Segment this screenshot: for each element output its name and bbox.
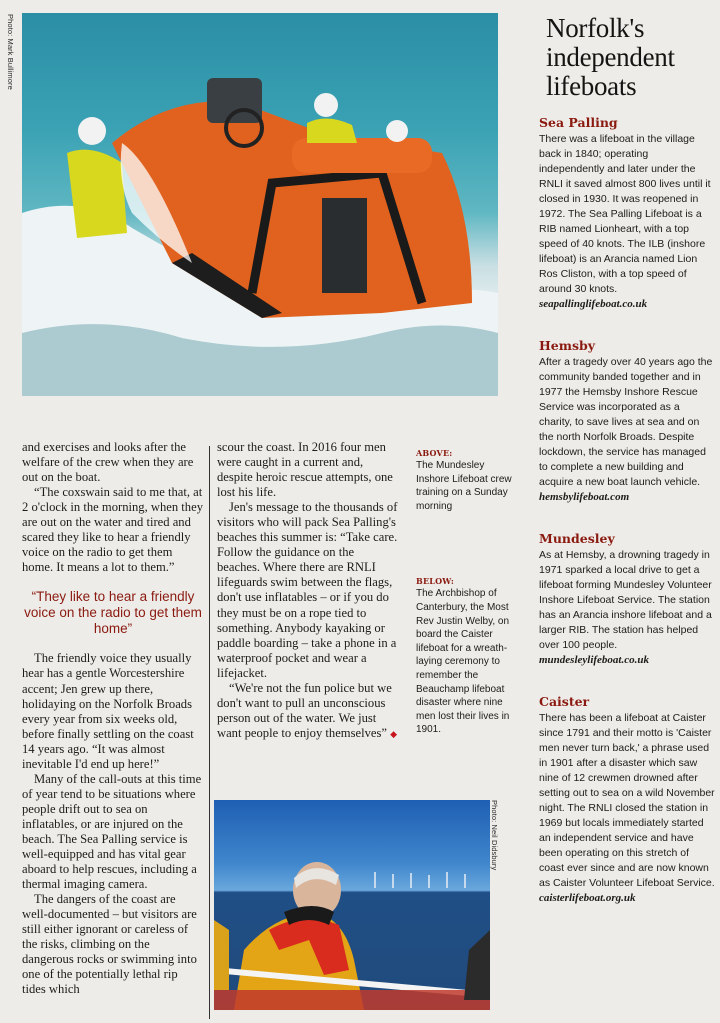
photo-lifeboat-icon: [22, 13, 498, 396]
article-column-2: [217, 440, 399, 742]
section-link[interactable]: caisterlifeboat.org.uk: [539, 892, 636, 904]
section-body: There has been a lifeboat at Caister since 1791 and their motto is 'Caister men never turn back,' a phrase used in 1901 after a disaster which saw nine of 12 crewmen drowned after setting out to sea on a wild November night. The RNLI closed the station in 1969 but locals immediately started an independent service and have been operating on this stretch of coast ever since and are now known as Caister Volunteer Lifeboat Service.: [539, 712, 715, 889]
paragraph: [217, 681, 399, 742]
photo-crewman-icon: [214, 800, 490, 1010]
section-heading: Sea Palling: [539, 115, 618, 130]
section-caister: [539, 694, 715, 906]
wind-farm: [374, 872, 466, 888]
section-body: After a tragedy over 40 years ago the community banded together and in 1977 the Hemsby Inshore Rescue Service was incorporated as a charity, to save lives at sea and on the north Norfolk Broads. Despite lockdown, the service has managed to complete a new building and acquire a new boat launch vehicle.: [539, 356, 713, 488]
section-heading: Hemsby: [539, 338, 596, 353]
photo-captions: [416, 447, 516, 799]
crew-helmet-1: [78, 117, 106, 145]
crew-helmet-3: [386, 120, 408, 142]
crew-right-edge: [464, 930, 490, 1000]
caption-above: [416, 447, 516, 513]
paragraph: The friendly voice they usually hear has a gentle Worcestershire accent; Jen grew up there, holidaying on the Norfolk Broads every year from six weeks old, before finally settling on the coast 14 years ago. “It was almost inevitable I'd end up here!”: [22, 651, 194, 771]
paragraph: Jen's message to the thousands of visitors who will pack Sea Palling's beaches this summer is: “Take care. Follow the guidance on the beaches. Where there are RNLI lifeguards swim between the flags, don't use inflatables – or if you do they must be on a rope tied to something. Anybody kayaking or paddle boarding – take a phone in a waterproof pocket and wear a lifejacket.: [217, 500, 398, 680]
crew-helmet-2: [314, 93, 338, 117]
column-divider: [209, 446, 210, 1019]
photo-credit-top: Photo: Mark Bullimore: [6, 14, 15, 90]
section-heading: Caister: [539, 694, 590, 709]
sidebar-title: Norfolk's independent lifeboats: [546, 13, 675, 101]
crew-drysuit-1: [67, 150, 127, 238]
section-link[interactable]: hemsbylifeboat.com: [539, 491, 630, 503]
outboard-engine: [322, 198, 367, 293]
section-link[interactable]: seapallinglifeboat.co.uk: [539, 298, 648, 310]
end-mark-icon: ◆: [390, 728, 398, 739]
section-body: There was a lifeboat in the village back in 1840; operating independently and later under the RNLI it saved almost 800 lives until it closed in 1930. It was reopened in 1972. The Sea Palling Lifeboat is a RIB named Lionheart, with a top speed of 40 knots. The ILB (inshore lifeboat) is an Arancia named Lion Ros Cliston, with a top speed of around 30 knots.: [539, 133, 711, 295]
paragraph: and exercises and looks after the welfare of the crew when they are out on the boat.: [22, 440, 194, 485]
sponson: [292, 138, 432, 173]
section-link[interactable]: mundesleylifeboat.co.uk: [539, 654, 649, 666]
section-sea-palling: [539, 115, 715, 312]
caption-text: The Archbishop of Canterbury, the Most Rev Justin Welby, on board the Caister lifeboat for a wreath-laying ceremony to remember the Beauchamp lifeboat disaster where nine men lost their lives in 1901.: [416, 588, 510, 736]
sidebar-independent-lifeboats: [539, 14, 715, 932]
section-heading: Mundesley: [539, 531, 615, 546]
section-hemsby: [539, 338, 715, 505]
photo-crewman: [214, 800, 490, 1010]
photo-credit-bottom: Photo: Neil Didsbury: [490, 800, 499, 871]
photo-lifeboat-surf: [22, 13, 498, 396]
caption-label: ABOVE:: [416, 448, 453, 458]
paragraph-text: “We're not the fun police but we don't want to pull an unconscious person out of the water. We just want people to enjoy themselves”: [217, 680, 392, 740]
caption-text: The Mundesley Inshore Lifeboat crew training on a Sunday morning: [416, 460, 512, 512]
section-body: As at Hemsby, a drowning tragedy in 1971 sparked a local drive to get a lifeboat forming Mundesley Volunteer Inshore Lifeboat Service. The station has an Arancia inshore lifeboat and a larger RIB. The station has helped over 100 people.: [539, 549, 712, 651]
boat-console: [207, 78, 262, 123]
crew-left-edge: [214, 920, 229, 990]
paragraph: “The coxswain said to me that, at 2 o'clock in the morning, when they are out on the water and tired and scared they like to hear a friendly voice on the radio to get them home. It means a lot to them.”: [22, 485, 203, 575]
caption-below: [416, 575, 516, 737]
caption-label: BELOW:: [416, 576, 455, 587]
crew-drysuit-2: [307, 118, 357, 143]
paragraph: The dangers of the coast are well-documented – but visitors are still either ignorant or careless of the risks, climbing on the dangerous rocks or swimming into one of the potentially lethal rip tides which: [22, 892, 197, 997]
boat-tube: [214, 990, 490, 1010]
section-mundesley: [539, 531, 715, 668]
paragraph: Many of the call-outs at this time of year tend to be situations where people drift out to sea on inflatables, or are injured on the beach. The Sea Palling service is well-equipped and has vital gear aboard to help rescues, including a thermal imaging camera.: [22, 771, 202, 892]
pull-quote: “They like to hear a friendly voice on the radio to get them home”: [24, 589, 202, 637]
article-column-1: [22, 440, 204, 998]
paragraph: scour the coast. In 2016 four men were caught in a current and, despite heroic rescue attempts, one lost his life.: [217, 440, 393, 500]
